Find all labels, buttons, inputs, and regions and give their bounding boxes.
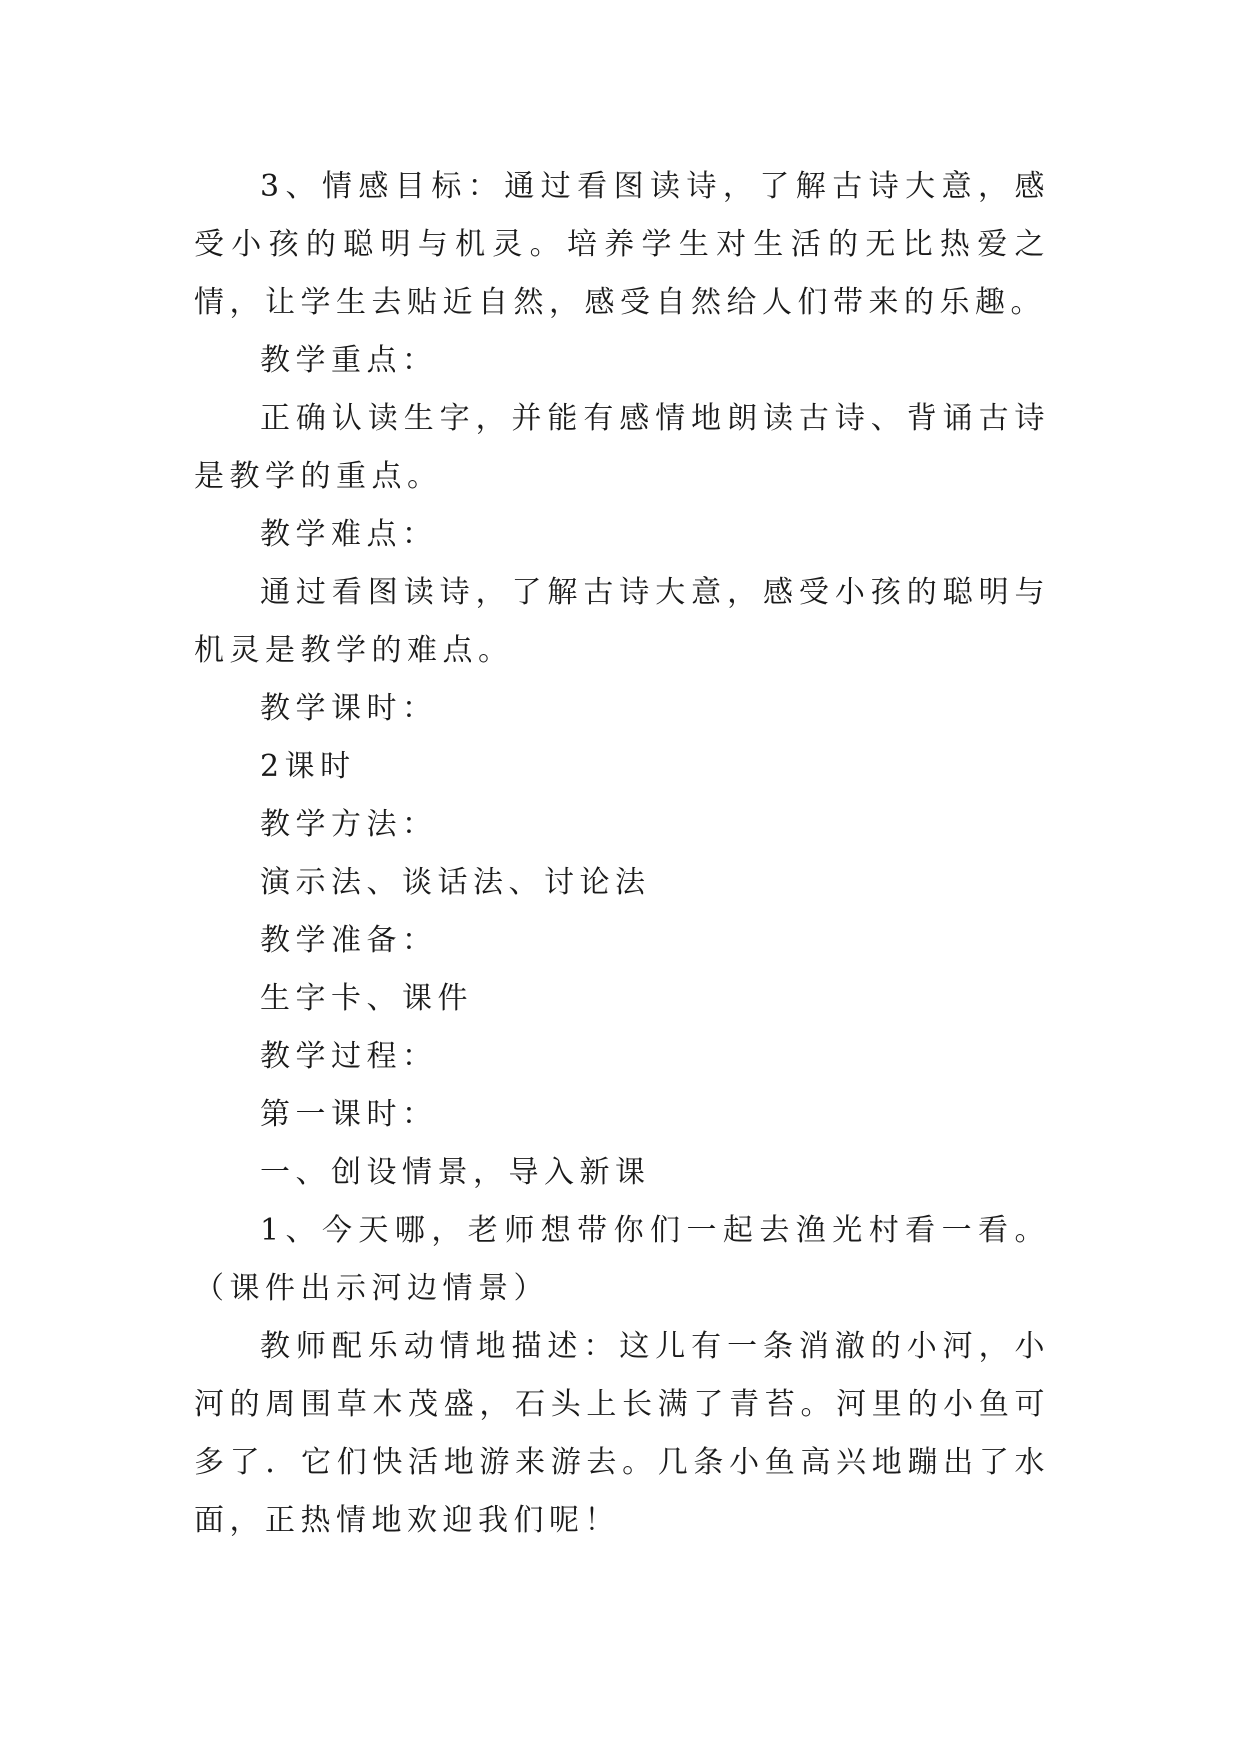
heading-first-lesson: 第一课时： xyxy=(260,1097,438,1132)
heading-teaching-process: 教学过程： xyxy=(260,1039,438,1074)
paragraph-teaching-focus: 正确认读生字，并能有感情地朗读古诗、背诵古诗是教学的重点。 xyxy=(194,401,1050,494)
heading-section-one: 一、创设情景，导入新课 xyxy=(260,1155,651,1190)
paragraph-step-one: 1、今天哪，老师想带你们一起去渔光村看一看。（课件出示河边情景） xyxy=(194,1213,1050,1306)
heading-teaching-difficulty: 教学难点： xyxy=(260,517,438,552)
paragraph-class-hours: 2课时 xyxy=(260,749,356,784)
document-body xyxy=(194,158,1050,1550)
heading-teaching-preparation: 教学准备： xyxy=(260,923,438,958)
heading-teaching-focus: 教学重点： xyxy=(260,343,438,378)
paragraph-teaching-difficulty: 通过看图读诗，了解古诗大意，感受小孩的聪明与机灵是教学的难点。 xyxy=(194,575,1050,668)
paragraph-teaching-methods: 演示法、谈话法、讨论法 xyxy=(260,865,651,900)
paragraph-teacher-description: 教师配乐动情地描述：这儿有一条消澈的小河，小河的周围草木茂盛，石头上长满了青苔。河里的小鱼可多了．它们快活地游来游去。几条小鱼高兴地蹦出了水面，正热情地欢迎我们呢！ xyxy=(194,1329,1050,1538)
paragraph-teaching-preparation: 生字卡、课件 xyxy=(260,981,473,1016)
heading-class-hours: 教学课时： xyxy=(260,691,438,726)
paragraph-emotional-goal: 3、情感目标：通过看图读诗，了解古诗大意，感受小孩的聪明与机灵。培养学生对生活的无比热爱之情，让学生去贴近自然，感受自然给人们带来的乐趣。 xyxy=(194,169,1050,320)
heading-teaching-methods: 教学方法： xyxy=(260,807,438,842)
